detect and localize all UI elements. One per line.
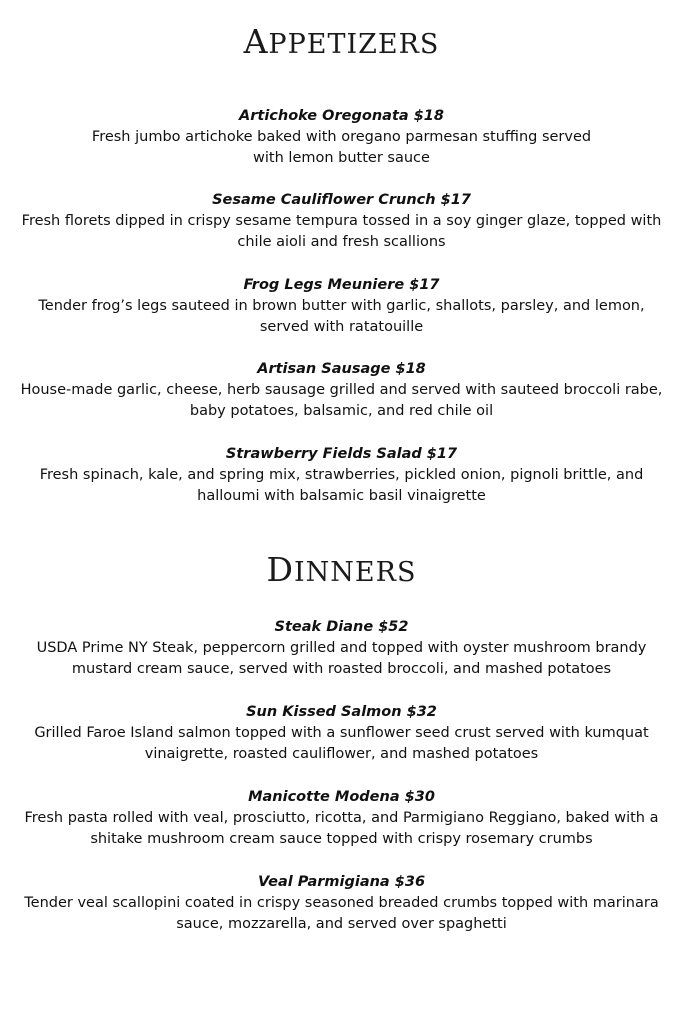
menu-item-description: House-made garlic, cheese, herb sausage grilled and served with sauteed broccoli rabe, baby potatoes, balsamic, and red chile oil: [20, 382, 663, 419]
appetizers-heading: APPETIZERS: [243, 22, 440, 61]
menu-item: [8, 872, 675, 935]
menu-item-description: Tender veal scallopini coated in crispy seasoned breaded crumbs topped with marinara sauce, mozzarella, and served over spaghetti: [24, 895, 659, 932]
menu-item-description: USDA Prime NY Steak, peppercorn grilled and topped with oyster mushroom brandy mustard cream sauce, served with roasted broccoli, and mashed potatoes: [36, 640, 647, 677]
menu-item-name: Artisan Sausage $18: [257, 361, 426, 377]
menu-item-description: Fresh spinach, kale, and spring mix, strawberries, pickled onion, pignoli brittle, and halloumi with balsamic basil vinaigrette: [39, 467, 644, 504]
menu-item: [8, 190, 675, 253]
menu-item-name: Veal Parmigiana $36: [257, 874, 426, 890]
menu-item: [8, 106, 675, 169]
menu-item-name: Manicotte Modena $30: [248, 789, 435, 805]
menu-item-description: Fresh pasta rolled with veal, prosciutto, ricotta, and Parmigiano Reggiano, baked with a shitake mushroom cream sauce topped with crispy rosemary crumbs: [24, 810, 659, 847]
menu-item-description: Fresh jumbo artichoke baked with oregano parmesan stuffing served with lemon butter sauce: [91, 129, 592, 166]
menu-item: [8, 617, 675, 680]
menu-item: [8, 444, 675, 507]
menu-item-name: Frog Legs Meuniere $17: [243, 277, 440, 293]
menu-item-description: Tender frog’s legs sauteed in brown butter with garlic, shallots, parsley, and lemon, served with ratatouille: [38, 298, 645, 335]
dinners-heading: DINNERS: [266, 550, 417, 589]
menu-item-description: Fresh florets dipped in crispy sesame tempura tossed in a soy ginger glaze, topped with chile aioli and fresh scallions: [21, 213, 662, 250]
menu-item: [8, 359, 675, 422]
menu-item: [8, 275, 675, 338]
menu-item-name: Strawberry Fields Salad $17: [225, 446, 458, 462]
menu-item-name: Artichoke Oregonata $18: [239, 108, 444, 124]
menu-item-name: Sun Kissed Salmon $32: [246, 704, 437, 720]
menu-item-name: Steak Diane $52: [274, 619, 409, 635]
menu-item: [8, 702, 675, 765]
menu-item: [8, 787, 675, 850]
menu-item-name: Sesame Cauliflower Crunch $17: [212, 192, 471, 208]
menu-item-description: Grilled Faroe Island salmon topped with a sunflower seed crust served with kumquat vinaigrette, roasted cauliflower, and mashed potatoes: [34, 725, 649, 762]
